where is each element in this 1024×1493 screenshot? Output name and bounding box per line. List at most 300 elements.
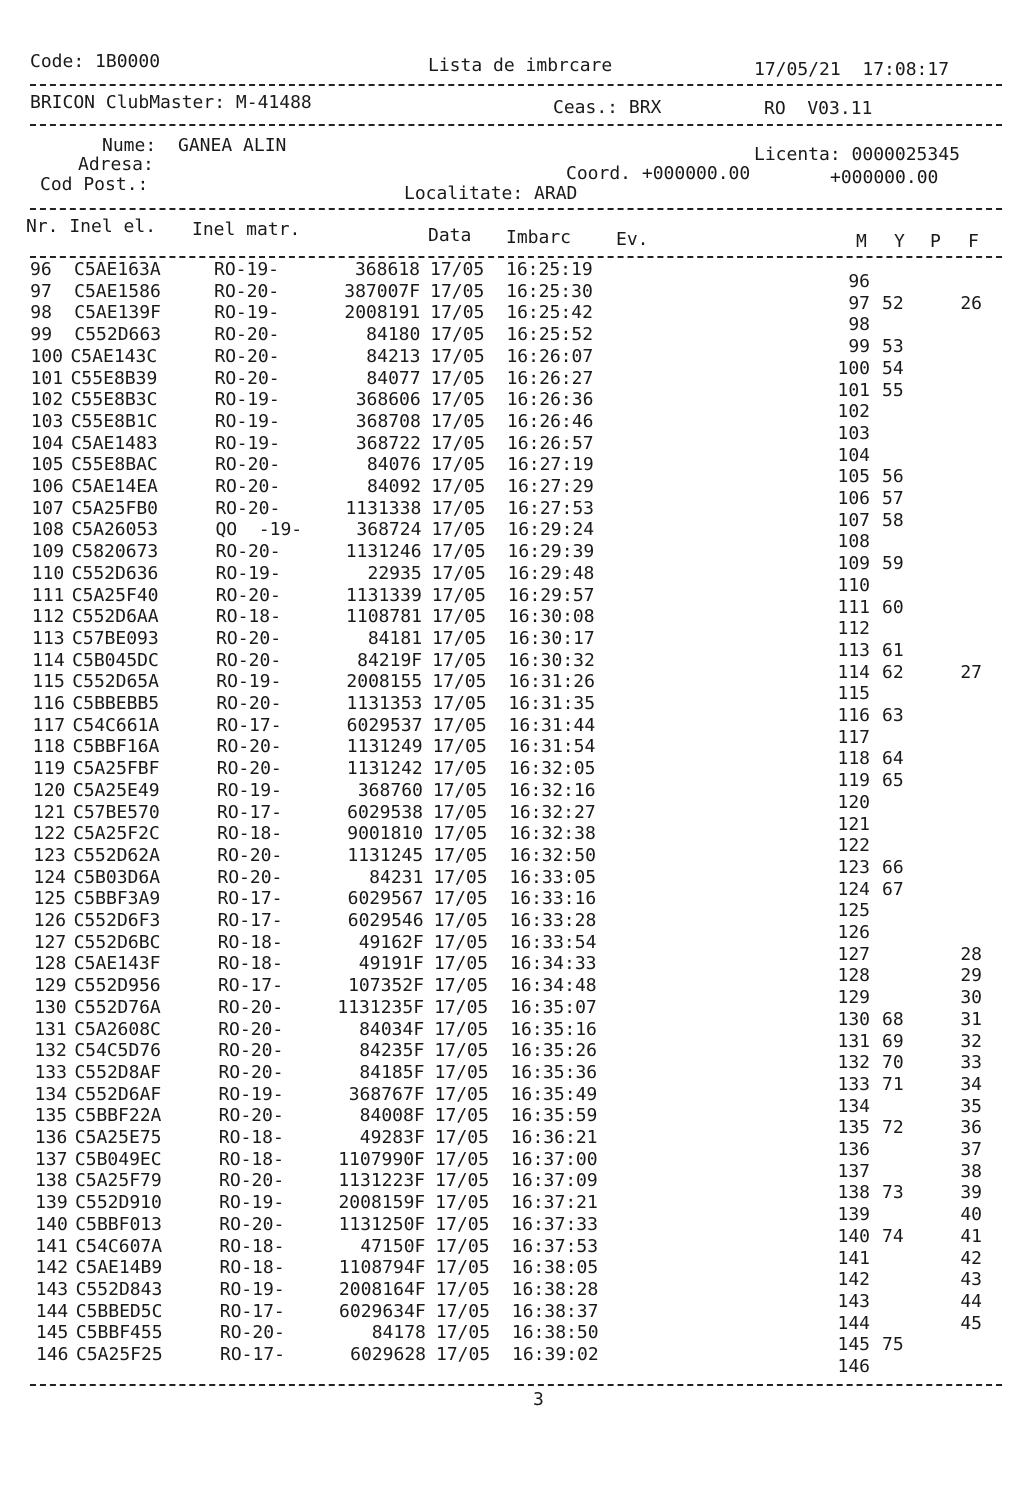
ring-number: 387007F [344,280,421,302]
row-number: 135 [34,1105,68,1127]
boarding-time: 16:34:33 [509,953,597,975]
count-f: 28 [960,943,982,965]
row-number: 117 [32,714,66,736]
boarding-time: 16:29:57 [507,584,595,606]
boarding-date: 17/05 [432,671,487,693]
count-m: 123 [837,856,870,878]
ring-number: 1108794F [338,1257,426,1279]
boarding-date: 17/05 [430,410,486,432]
ring-series: RO-20- [219,1170,285,1192]
row-number: 100 [30,345,63,367]
code-label: Code: 1B0000 [30,51,161,72]
boarding-time: 16:38:50 [511,1322,599,1344]
ring-number: 1108781 [346,606,422,628]
boarding-time: 16:29:39 [507,541,595,563]
count-y: 65 [882,770,904,792]
row-number: 106 [31,476,64,497]
boarding-date: 17/05 [433,975,489,997]
boarding-time: 16:33:16 [509,888,597,910]
count-m: 127 [837,943,870,965]
count-m: 104 [837,444,870,466]
count-m: 143 [837,1290,870,1312]
count-y: 64 [882,748,904,770]
column-header-imbarc: Imbarc [506,227,572,248]
count-m: 146 [837,1356,870,1377]
row-number: 108 [31,519,64,541]
count-m: 137 [837,1160,870,1182]
boarding-date: 17/05 [436,1344,491,1365]
ring-series: RO-17- [220,1344,286,1365]
ring-series: RO-20- [219,1322,285,1344]
ring-number: 1131223F [338,1170,426,1192]
ring-series: RO-18- [219,1257,285,1279]
boarding-date: 17/05 [434,1040,489,1062]
boarding-time: 16:32:38 [509,823,596,845]
ring-number: 49162F [358,931,424,953]
row-number: 101 [30,367,64,389]
count-m: 100 [837,357,870,379]
license-number: Licenta: 0000025345 [754,144,960,165]
electronic-ring-id: C5BBF013 [75,1213,162,1235]
column-header-f: F [968,231,979,252]
ring-number: 1131242 [346,758,423,780]
column-header-y: Y [894,231,905,252]
ring-number: 6029567 [347,888,424,910]
boarding-date: 17/05 [433,801,488,823]
boarding-time: 16:25:52 [506,324,594,346]
count-m: 119 [837,770,870,792]
electronic-ring-id: C55E8BAC [71,454,158,476]
count-y: 67 [882,878,904,900]
electronic-ring-id: C5BBEBB5 [72,693,160,714]
boarding-time: 16:37:21 [511,1192,598,1214]
electronic-ring-id: C5AE143F [73,953,161,975]
row-number: 103 [30,410,64,432]
row-number: 116 [32,693,65,714]
ring-series: RO-20- [218,1061,284,1083]
row-number: 122 [33,823,66,845]
count-y: 74 [882,1225,904,1247]
boarding-date: 17/05 [430,324,485,346]
ring-number: 84235F [359,1040,425,1062]
boarding-date: 17/05 [433,910,488,931]
name-label: Nume: [102,135,157,156]
ring-series: RO-20- [216,758,282,780]
count-y: 58 [882,509,904,531]
row-number: 112 [31,606,65,628]
postal-code-label: Cod Post.: [40,174,149,195]
ring-series: RO-20- [215,497,281,519]
count-f: 45 [960,1312,982,1334]
row-number: 137 [34,1148,68,1170]
ring-series: RO-19- [214,302,280,324]
row-number: 138 [35,1170,68,1192]
boarding-date: 17/05 [430,389,485,411]
electronic-ring-id: C552D636 [71,562,159,584]
ring-series: RO-17- [216,714,282,736]
boarding-date: 17/05 [431,584,486,606]
coordinates-second: +000000.00 [830,167,939,188]
boarding-time: 16:26:36 [506,389,594,411]
ring-number: 2008191 [344,302,421,324]
row-number: 118 [32,736,66,758]
count-m: 117 [837,726,870,748]
count-f: 38 [960,1160,982,1182]
ring-series: RO-18- [217,953,283,975]
ring-number: 1131249 [346,736,423,758]
count-f: 44 [960,1290,982,1312]
ring-series: RO-20- [215,541,281,563]
column-header-m: M [856,231,867,252]
column-header-p: P [930,231,941,252]
ring-series: RO-18- [215,606,281,628]
count-m: 142 [837,1269,870,1291]
ring-series: RO-20- [218,1040,284,1062]
software-version: RO V03.11 [764,98,873,119]
ring-series: RO-20- [215,476,281,497]
ring-number: 1131245 [347,844,424,866]
count-m: 125 [837,900,870,922]
count-f: 35 [960,1095,982,1117]
count-m: 97 [848,292,870,314]
ring-series: RO-20- [214,280,280,302]
ring-series: RO-18- [217,931,283,953]
count-y: 56 [882,466,904,488]
divider [30,1384,1002,1386]
boarding-time: 16:25:30 [506,280,593,302]
row-number: 145 [35,1322,69,1344]
ring-number: 9001810 [347,823,424,845]
electronic-ring-id: C5AE163A [74,259,161,280]
count-m: 103 [837,422,870,444]
count-y: 69 [882,1030,904,1052]
row-number: 119 [32,758,66,780]
boarding-time: 16:33:28 [509,910,597,931]
row-number: 133 [34,1061,67,1083]
electronic-ring-id: C5AE139F [74,302,161,324]
ring-series: RO-17- [217,888,283,910]
boarding-time: 16:25:19 [506,259,593,280]
ring-series: RO-19- [214,432,280,454]
electronic-ring-id: C5BBF16A [72,736,160,758]
ring-number: 368767F [348,1083,425,1105]
row-number: 96 [30,259,52,280]
count-y: 52 [882,292,904,314]
boarding-date: 17/05 [432,779,488,801]
count-m: 111 [837,596,870,618]
electronic-ring-id: C5AE1586 [74,280,161,302]
boarding-date: 17/05 [433,931,488,953]
electronic-ring-id: C5AE143C [70,345,158,367]
boarding-date: 17/05 [434,1083,489,1105]
row-number: 144 [35,1300,69,1322]
ring-series: QO -19- [215,519,303,541]
ring-series: RO-19- [218,1083,284,1105]
boarding-date: 17/05 [431,497,486,519]
boarding-time: 16:35:07 [510,996,597,1018]
ring-series: RO-19- [214,259,280,280]
row-number: 140 [35,1213,68,1235]
ring-series: RO-18- [218,1148,284,1170]
boarding-time: 16:26:07 [506,345,594,367]
ring-series: RO-19- [219,1192,285,1214]
boarding-date: 17/05 [435,1213,490,1235]
row-number: 105 [31,454,64,476]
count-m: 112 [837,618,870,640]
boarding-time: 16:31:44 [508,714,596,736]
row-number: 124 [33,866,66,888]
boarding-time: 16:31:26 [508,671,595,693]
electronic-ring-id: C552D956 [73,975,161,997]
count-f: 30 [960,987,982,1009]
electronic-ring-id: C5A25F40 [71,584,159,606]
row-number: 109 [31,541,65,563]
electronic-ring-id: C552D843 [75,1278,163,1300]
ring-number: 84008F [359,1105,425,1127]
boarding-date: 17/05 [431,476,486,497]
boarding-date: 17/05 [432,693,487,714]
ring-series: RO-19- [215,562,281,584]
row-number: 130 [34,996,67,1018]
ring-series: RO-18- [218,1127,284,1148]
ring-number: 1131339 [345,584,422,606]
boarding-time: 16:30:08 [507,606,595,628]
boarding-date: 17/05 [431,454,486,476]
boarding-date: 17/05 [431,562,486,584]
coordinates: Coord. +000000.00 [566,163,751,184]
count-m: 144 [837,1312,870,1334]
ring-series: RO-20- [219,1213,285,1235]
electronic-ring-id: C57BE093 [72,627,159,649]
boarding-time: 16:39:02 [512,1344,599,1365]
boarding-date: 17/05 [431,519,486,541]
electronic-ring-id: C552D663 [74,324,162,346]
boarding-time: 16:38:37 [511,1300,599,1322]
ring-number: 2008164F [338,1278,426,1300]
clubmaster-id: BRICON ClubMaster: M-41488 [30,92,312,113]
count-m: 136 [837,1139,870,1160]
electronic-ring-id: C5BBF455 [75,1322,163,1344]
ring-series: RO-20- [216,736,282,758]
count-f: 40 [960,1204,982,1226]
ring-number: 107352F [348,975,424,997]
ring-series: RO-18- [217,823,283,845]
ring-number: 84231 [369,866,424,888]
boarding-time: 16:29:48 [507,562,595,584]
count-m: 120 [837,791,870,813]
count-y: 61 [882,639,904,661]
count-m: 141 [837,1247,870,1269]
count-m: 99 [848,336,870,358]
electronic-ring-id: C5AE1483 [70,432,158,454]
boarding-date: 17/05 [433,953,489,975]
count-m: 128 [837,965,870,987]
boarding-time: 16:31:35 [508,693,596,714]
boarding-date: 17/05 [435,1235,490,1257]
count-m: 116 [837,705,870,726]
ring-number: 84213 [366,345,421,367]
ring-number: 84092 [367,476,422,497]
boarding-date: 17/05 [435,1300,490,1322]
boarding-time: 16:38:05 [511,1257,599,1279]
count-f: 29 [960,965,982,987]
count-m: 126 [837,922,870,943]
electronic-ring-id: C5AE14EA [71,476,158,497]
count-m: 96 [848,271,870,292]
boarding-time: 16:38:28 [511,1278,599,1300]
count-f: 41 [960,1225,982,1247]
document-title: Lista de imbrcare [428,55,613,76]
count-m: 124 [837,878,870,900]
count-m: 132 [837,1052,870,1074]
boarding-date: 17/05 [433,823,488,845]
electronic-ring-id: C5AE14B9 [75,1257,163,1279]
locality: Localitate: ARAD [404,183,578,204]
ring-number: 1131353 [346,693,423,714]
boarding-date: 17/05 [432,758,487,780]
electronic-ring-id: C54C607A [75,1235,163,1257]
boarding-date: 17/05 [435,1322,491,1344]
electronic-ring-id: C552D65A [72,671,159,693]
ring-series: RO-20- [215,454,281,476]
electronic-ring-id: C54C661A [72,714,160,736]
boarding-time: 16:37:00 [510,1148,598,1170]
ring-series: RO-20- [217,866,283,888]
row-number: 139 [35,1192,68,1214]
count-f: 36 [960,1117,982,1139]
ring-number: 84181 [367,627,423,649]
count-m: 135 [837,1117,870,1139]
electronic-ring-id: C5A25F79 [75,1170,162,1192]
count-m: 134 [837,1095,870,1117]
ring-number: 1131246 [345,541,422,563]
ring-series: RO-20- [218,1018,284,1040]
count-m: 102 [837,401,870,423]
boarding-date: 17/05 [434,1105,489,1127]
boarding-time: 16:30:17 [508,627,595,649]
count-f: 43 [960,1269,982,1291]
boarding-date: 17/05 [434,996,489,1018]
row-number: 142 [35,1257,69,1279]
boarding-date: 17/05 [430,302,485,324]
count-m: 101 [837,379,870,401]
address-label: Adresa: [78,154,154,175]
count-y: 73 [882,1182,904,1204]
ring-number: 84178 [371,1322,426,1344]
ring-number: 49191F [358,953,424,975]
electronic-ring-id: C5BBF22A [74,1105,162,1127]
count-m: 138 [837,1182,870,1204]
boarding-date: 17/05 [432,736,487,758]
count-y: 55 [882,379,904,401]
count-m: 130 [837,1008,870,1030]
boarding-time: 16:35:59 [510,1105,598,1127]
ring-series: RO-19- [219,1278,285,1300]
electronic-ring-id: C552D62A [73,844,160,866]
row-number: 127 [33,931,67,953]
boarding-date: 17/05 [435,1257,490,1279]
row-number: 111 [31,584,65,606]
ring-series: RO-19- [214,389,280,411]
boarding-date: 17/05 [430,280,485,302]
boarding-date: 17/05 [432,714,487,736]
ring-series: RO-20- [214,367,280,389]
boarding-date: 17/05 [430,259,485,280]
ring-number: 6029634F [339,1300,426,1322]
ring-series: RO-20- [217,844,283,866]
electronic-ring-id: C5BBF3A9 [73,888,161,910]
electronic-ring-id: C54C5D76 [74,1040,162,1062]
row-number: 113 [32,627,65,649]
row-number: 129 [33,975,67,997]
ring-number: 2008159F [338,1192,426,1214]
ring-number: 22935 [367,562,422,584]
count-m: 106 [837,488,870,509]
count-y: 70 [882,1052,904,1074]
row-number: 131 [34,1018,67,1040]
electronic-ring-id: C552D76A [74,996,161,1018]
ring-number: 84219F [357,649,423,671]
count-y: 62 [882,661,904,683]
boarding-time: 16:34:48 [509,975,597,997]
boarding-date: 17/05 [431,541,486,563]
ring-number: 1131235F [337,996,425,1018]
boarding-date: 17/05 [432,649,487,671]
ring-series: RO-20- [215,584,281,606]
count-f: 42 [960,1247,982,1269]
count-f: 26 [960,292,982,314]
row-number: 123 [33,844,66,866]
electronic-ring-id: C552D8AF [74,1061,162,1083]
boarding-date: 17/05 [435,1170,490,1192]
ring-number: 368724 [356,519,422,541]
ring-number: 6029537 [346,714,423,736]
boarding-date: 17/05 [435,1278,490,1300]
count-y: 66 [882,856,904,878]
print-datetime: 17/05/21 17:08:17 [754,59,950,80]
boarding-time: 16:26:57 [506,432,594,454]
boarding-time: 16:33:54 [509,931,597,953]
count-m: 122 [837,835,870,857]
boarding-date: 17/05 [430,345,485,367]
row-number: 115 [32,671,65,693]
boarding-date: 17/05 [433,888,488,910]
count-m: 145 [837,1334,870,1356]
electronic-ring-id: C552D6AA [71,606,159,628]
ring-number: 368618 [354,259,420,280]
boarding-time: 16:30:32 [508,649,595,671]
row-number: 125 [33,888,66,910]
boarding-time: 16:35:26 [510,1040,598,1062]
boarding-time: 16:27:19 [507,454,594,476]
ring-series: RO-19- [216,671,282,693]
row-number: 114 [32,649,65,671]
row-number: 102 [30,389,64,411]
count-y: 60 [882,596,904,618]
count-m: 98 [848,314,870,336]
boarding-time: 16:35:49 [510,1083,598,1105]
ring-number: 368606 [355,389,421,411]
count-f: 37 [960,1139,982,1160]
ring-series: RO-20- [216,649,282,671]
row-number: 110 [31,562,65,584]
ring-number: 1131338 [345,497,422,519]
electronic-ring-id: C5A26053 [71,519,159,541]
row-number: 146 [36,1344,69,1365]
ring-number: 84180 [366,324,421,346]
boarding-time: 16:37:33 [511,1213,598,1235]
count-m: 118 [837,748,870,770]
